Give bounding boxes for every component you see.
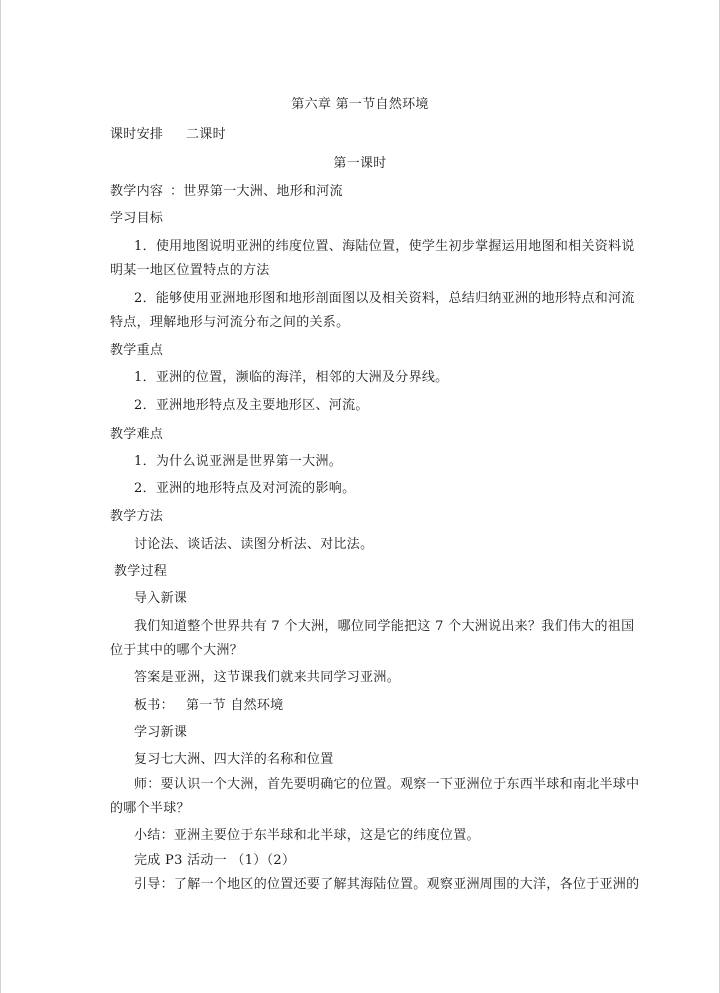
teacher-line-1: 师：要认识一个大洲，首先要明确它的位置。观察一下亚洲位于东西半球和南北半球中 <box>134 777 640 792</box>
schedule-label: 课时安排 <box>110 127 164 142</box>
difficulty-2: 2．亚洲的地形特点及对河流的影响。 <box>134 481 356 496</box>
difficulties-heading: 教学难点 <box>110 427 164 442</box>
guide-line: 引导：了解一个地区的位置还要了解其海陆位置。观察亚洲周围的大洋，各位于亚洲的 <box>134 877 640 892</box>
lesson-title: 第一课时 <box>333 156 387 171</box>
summary-line: 小结：亚洲主要位于东半球和北半球，这是它的纬度位置。 <box>134 828 480 843</box>
content-label: 教学内容 <box>110 184 164 199</box>
methods-value: 讨论法、谈话法、读图分析法、对比法。 <box>134 537 374 552</box>
new-lesson-heading: 学习新课 <box>134 725 188 740</box>
review-line: 复习七大洲、四大洋的名称和位置 <box>134 752 334 767</box>
objective-1-line-1: 1．使用地图说明亚洲的纬度位置、海陆位置，使学生初步掌握运用地图和相关资料说 <box>134 239 635 254</box>
key-point-1: 1．亚洲的位置，濒临的海洋，相邻的大洲及分界线。 <box>134 370 449 385</box>
page-left-border <box>0 0 1 993</box>
content-value: ：世界第一大洲、地形和河流 <box>170 184 343 199</box>
intro-heading: 导入新课 <box>134 591 188 606</box>
board-value: 第一节 自然环境 <box>186 698 284 713</box>
objective-2-line-1: 2．能够使用亚洲地形图和地形剖面图以及相关资料，总结归纳亚洲的地形特点和河流 <box>134 291 635 306</box>
intro-paragraph-1-line-2: 位于其中的哪个大洲？ <box>110 643 244 658</box>
objective-1-line-2: 明某一地区位置特点的方法 <box>110 263 270 278</box>
intro-paragraph-2: 答案是亚洲，这节课我们就来共同学习亚洲。 <box>134 670 401 685</box>
key-points-heading: 教学重点 <box>110 343 164 358</box>
chapter-title: 第六章 第一节自然环境 <box>291 97 429 112</box>
difficulty-1: 1．为什么说亚洲是世界第一大洲。 <box>134 454 343 469</box>
methods-heading: 教学方法 <box>110 509 164 524</box>
key-point-2: 2．亚洲地形特点及主要地形区、河流。 <box>134 398 369 413</box>
activity-line: 完成 P3 活动一 （1）（2） <box>134 853 296 868</box>
process-heading: 教学过程 <box>114 564 168 579</box>
schedule-value: 二课时 <box>186 127 226 142</box>
objective-2-line-2: 特点，理解地形与河流分布之间的关系。 <box>110 315 350 330</box>
teacher-line-2: 的哪个半球？ <box>110 801 190 816</box>
intro-paragraph-1-line-1: 我们知道整个世界共有 7 个大洲，哪位同学能把这 7 个大洲说出来？我们伟大的祖国 <box>134 619 635 634</box>
board-label: 板书： <box>134 698 174 713</box>
objectives-heading: 学习目标 <box>110 211 164 226</box>
